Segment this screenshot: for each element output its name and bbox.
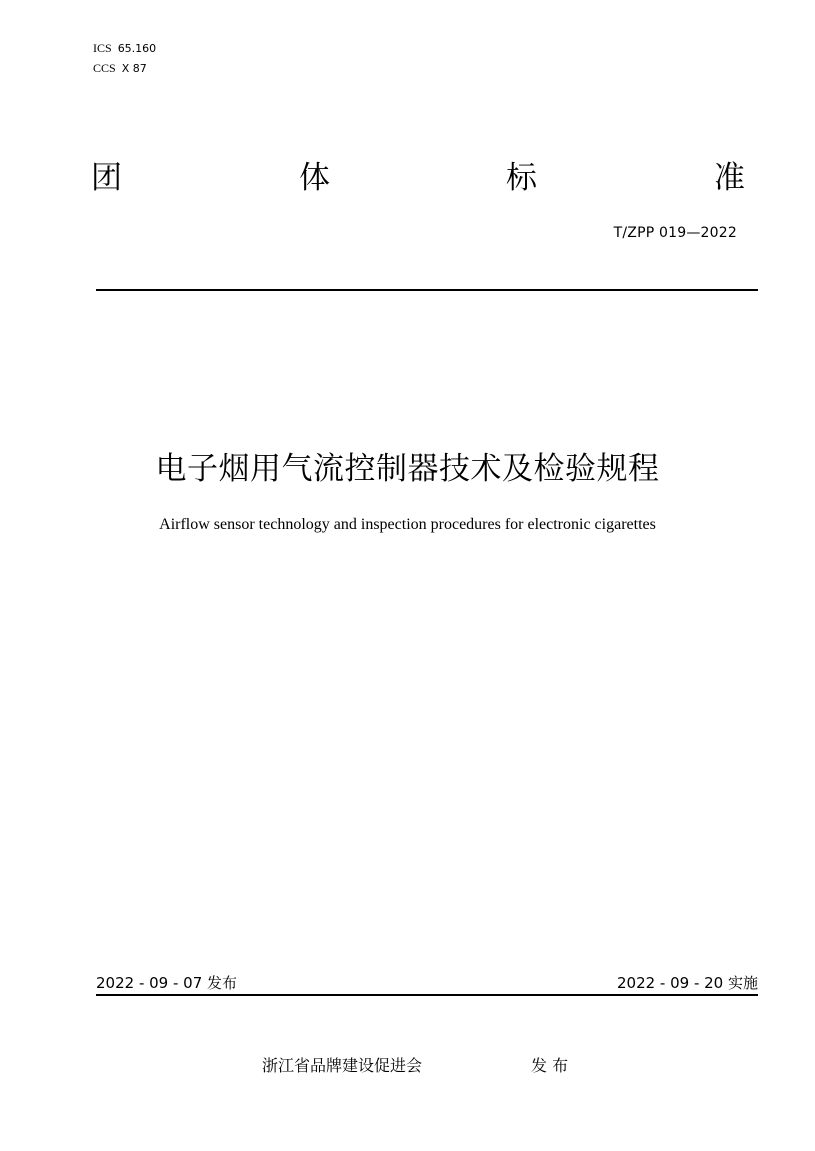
ics-label: ICS [93,41,112,55]
release-date: 2022 - 09 - 07 发布 [96,974,238,992]
implement-date: 2022 - 09 - 20 实施 [616,974,758,992]
header-char-1: 团 [91,160,122,196]
ics-line [93,38,156,59]
issuer-org: 浙江省品牌建设促进会 [262,1056,423,1075]
header-char-2: 体 [299,160,330,196]
ccs-value: X 87 [121,62,147,75]
title-english: Airflow sensor technology and inspection procedures for electronic cigarettes [159,516,656,533]
standard-number: T/ZPP 019—2022 [613,225,737,241]
ccs-line [93,58,147,79]
title-chinese: 电子烟用气流控制器技术及检验规程 [155,451,660,487]
header-char-3: 标 [506,160,537,196]
issuer-action: 发 布 [531,1056,569,1075]
ics-value: 65.160 [117,42,157,55]
header-divider [96,289,758,291]
footer-divider [96,994,758,996]
header-char-4: 准 [714,160,745,196]
ccs-label: CCS [93,61,116,75]
